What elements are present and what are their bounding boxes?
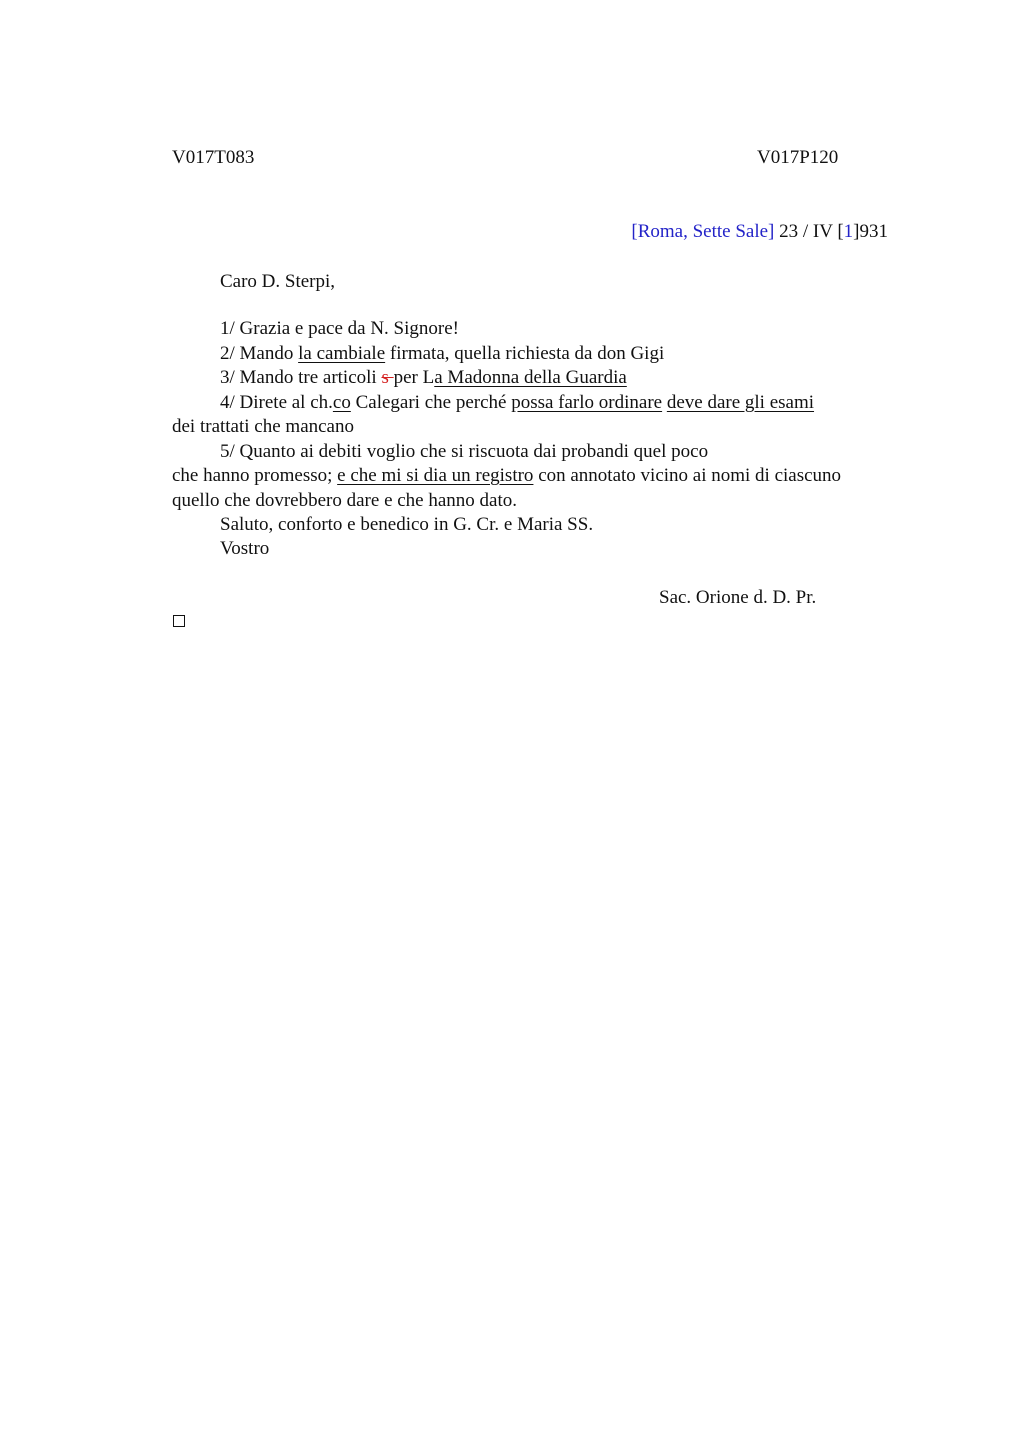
dateline-year-digit: 1 <box>843 221 854 242</box>
item-2 <box>220 342 664 366</box>
closing: Saluto, conforto e benedico in G. Cr. e Maria SS. <box>220 514 594 535</box>
dateline-close-bracket: ] <box>768 221 775 242</box>
item-1: 1/ Grazia e pace da N. Signore! <box>220 318 459 339</box>
dateline-date: 23 / IV [ <box>774 221 844 242</box>
dateline-date-end: ]931 <box>853 221 888 242</box>
item-5-line-2-post: con annotato vicino ai nomi di ciascuno <box>533 465 842 486</box>
dateline <box>631 220 888 244</box>
doc-code-left: V017T083 <box>172 147 255 168</box>
item-4-pre: 4/ Direte al ch. <box>220 392 333 413</box>
item-2-pre: 2/ Mando <box>220 343 299 364</box>
item-5: 5/ Quanto ai debiti voglio che si riscuota dai probandi quel poco <box>220 441 709 462</box>
item-4-mid: Calegari che perché <box>350 392 512 413</box>
item-3-pre: 3/ Mando tre articoli <box>220 367 382 388</box>
item-2-underlined: la cambiale <box>298 343 386 364</box>
vostro: Vostro <box>220 538 270 559</box>
item-5-line-2-pre: che hanno promesso; <box>172 465 338 486</box>
item-4-continuation: dei trattati che mancano <box>172 416 354 437</box>
salutation: Caro D. Sterpi, <box>220 271 336 292</box>
item-5-line-2-underlined: e che mi si dia un registro <box>337 465 534 486</box>
end-box-icon <box>173 615 185 627</box>
dateline-place: Roma, Sette Sale <box>637 221 769 242</box>
item-3-underlined: a Madonna della Guardia <box>434 367 627 388</box>
item-3-deletion: s <box>381 367 394 388</box>
item-4-underlined-2: possa farlo ordinare <box>511 392 663 413</box>
signature: Sac. Orione d. D. Pr. <box>659 587 817 608</box>
item-5-line-3: quello che dovrebbero dare e che hanno dato. <box>172 490 518 511</box>
item-4-underlined-3: deve dare gli esami <box>666 392 815 413</box>
dateline-open-bracket: [ <box>631 221 638 242</box>
doc-code-right: V017P120 <box>757 147 839 168</box>
item-4 <box>220 391 814 415</box>
item-3-mid: per L <box>393 367 435 388</box>
item-4-underlined-1: co <box>332 392 351 413</box>
item-5-line-2 <box>172 464 841 488</box>
item-2-post: firmata, quella richiesta da don Gigi <box>385 343 665 364</box>
item-3 <box>220 366 627 390</box>
